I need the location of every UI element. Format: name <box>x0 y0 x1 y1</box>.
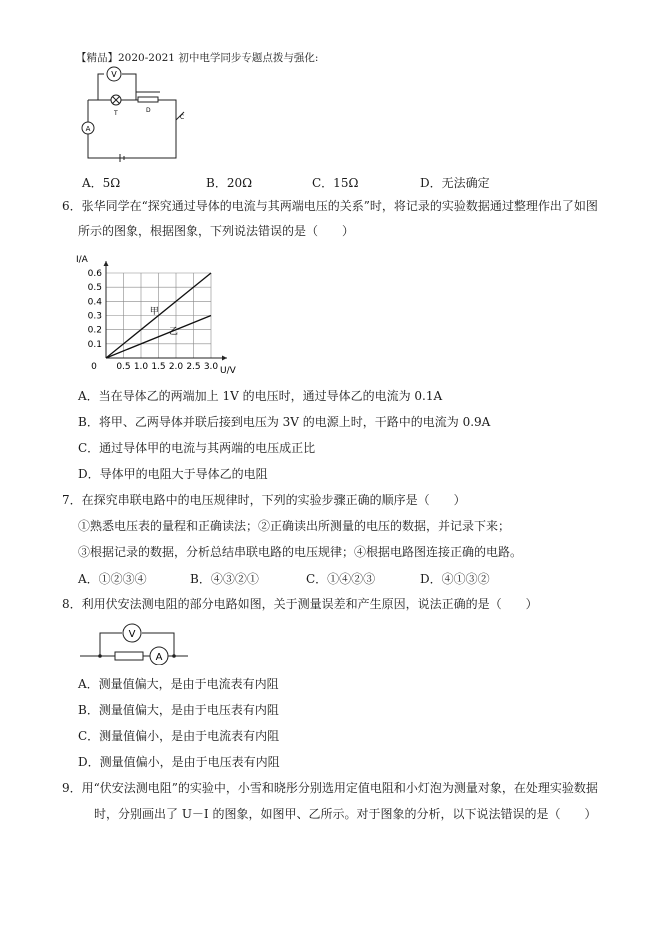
q6-stem-line1: 6．张华同学在“探究通过导体的电流与其两端电压的关系”时，将记录的实验数据通过整理作出了如图 <box>62 199 598 213</box>
voltmeter-label: V <box>128 629 136 640</box>
q7-stem-line1: 7．在探究串联电路中的电压规律时，下列的实验步骤正确的顺序是（ ） <box>62 493 466 507</box>
x-tick-label: 1.0 <box>133 362 149 372</box>
q9-stem-line1: 9．用“伏安法测电阻”的实验中，小雪和晓彤分别选用定值电阻和小灯泡为测量对象，在处理实验数据 <box>62 781 598 795</box>
series-label-1: 甲 <box>149 307 159 318</box>
x-tick-label: 2.0 <box>168 362 184 372</box>
y-tick-label: 0.1 <box>87 339 102 350</box>
q5-option-a[interactable]: A．5Ω <box>82 176 121 190</box>
y-tick-label: 0.5 <box>87 283 102 294</box>
series-label-2: 乙 <box>169 326 179 337</box>
q7-option-d[interactable]: D．④①③② <box>420 572 490 586</box>
q6-option-c[interactable]: C．通过导体甲的电流与其两端的电压成正比 <box>78 441 316 455</box>
switch-label: C <box>180 114 185 121</box>
q5-option-d[interactable]: D．无法确定 <box>420 176 490 190</box>
iu-chart <box>70 252 240 378</box>
q8-option-d[interactable]: D．测量值偏小，是由于电压表有内阻 <box>78 755 280 769</box>
x-tick-label: 1.5 <box>151 362 166 372</box>
q5-option-c[interactable]: C．15Ω <box>312 176 359 190</box>
circuit-diagram-1 <box>76 64 188 164</box>
y-tick-label: 0.3 <box>87 311 102 322</box>
ammeter-label: A <box>85 125 91 133</box>
resistor-icon <box>115 652 143 660</box>
y-tick-label: 0.6 <box>87 269 102 279</box>
page-header: 【精品】2020-2021 初中电学同步专题点拨与强化: <box>76 52 319 64</box>
q6-option-b[interactable]: B．将甲、乙两导体并联后接到电压为 3V 的电源上时，干路中的电流为 0.9A <box>78 415 491 429</box>
q7-stem-line2: ①熟悉电压表的量程和正确读法；②正确读出所测量的电压的数据，并记录下来； <box>78 519 511 533</box>
q7-option-b[interactable]: B．④③②① <box>190 572 259 586</box>
circuit-diagram-2 <box>80 619 190 665</box>
y-axis-label: I/A <box>76 255 88 265</box>
x-tick-label: 0.5 <box>116 362 131 372</box>
x-tick-label: 0 <box>91 362 97 372</box>
y-axis-arrow <box>104 261 109 266</box>
rheostat-label: D <box>146 107 151 114</box>
y-tick-label: 0.2 <box>87 325 102 336</box>
q6-stem-line2: 所示的图象，根据图象，下列说法错误的是（ ） <box>78 224 355 238</box>
q6-option-a[interactable]: A．当在导体乙的两端加上 1V 的电压时，通过导体乙的电流为 0.1A <box>78 389 443 403</box>
ammeter-label: A <box>155 652 163 663</box>
q8-option-b[interactable]: B．测量值偏大，是由于电压表有内阻 <box>78 703 279 717</box>
q7-option-a[interactable]: A．①②③④ <box>78 572 147 586</box>
lamp-label: T <box>114 110 118 117</box>
q9-stem-line2: 时，分别画出了 U－I 的图象，如图甲、乙所示。对于图象的分析，以下说法错误的是（ ） <box>94 807 597 821</box>
rheostat-icon <box>138 97 158 102</box>
q5-option-b[interactable]: B．20Ω <box>206 176 253 190</box>
q8-option-c[interactable]: C．测量值偏小，是由于电流表有内阻 <box>78 729 280 743</box>
x-axis-arrow <box>222 356 227 361</box>
q6-option-d[interactable]: D．导体甲的电阻大于导体乙的电阻 <box>78 467 268 481</box>
q7-stem-line3: ③根据记录的数据，分析总结串联电路的电压规律；④根据电路图连接正确的电路。 <box>78 545 523 559</box>
q8-stem-line1: 8．利用伏安法测电阻的部分电路如图，关于测量误差和产生原因，说法正确的是（ ） <box>62 597 538 611</box>
q7-option-c[interactable]: C．①④②③ <box>306 572 376 586</box>
x-axis-label: U/V <box>220 366 236 376</box>
voltmeter-label: V <box>111 70 117 79</box>
x-tick-label: 3.0 <box>203 362 219 372</box>
x-tick-label: 2.5 <box>186 362 201 372</box>
y-tick-label: 0.4 <box>87 297 102 308</box>
q8-option-a[interactable]: A．测量值偏大，是由于电流表有内阻 <box>78 677 279 691</box>
